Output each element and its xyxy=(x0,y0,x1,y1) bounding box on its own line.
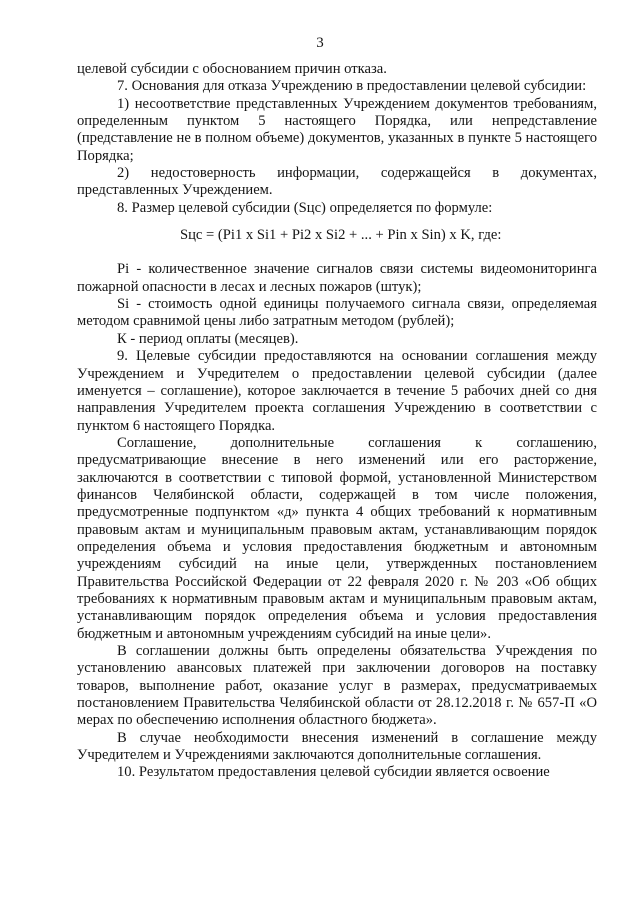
clause-9: 9. Целевые субсидии предоставляются на основании соглашения между Учреждением и Учредителем о предоставлении целевой субсидии (далее именуется – соглашение), которое заключается в течение 5 рабочих дней со дня направления Учредителем проекта соглашения Учреждению в соответствии с пунктом 6 настоящего Порядка. xyxy=(77,348,597,434)
clause-9-agreement-form: Соглашение, дополнительные соглашения к соглашению, предусматривающие внесение в него изменений или его расторжение, заключаются в соответствии с типовой формой, установленной Министерством финансов Челябинской области, содержащей в том числе положения, предусмотренные подпунктом «д» пункта 4 общих требований к нормативным правовым актам и муниципальным правовым актам, устанавливающим порядок определения объема и условия предоставления бюджетным и автономным учреждениям субсидий на иные цели, утвержденных постановлением Правительства Российской Федерации от 22 февраля 2020 г. № 203 «Об общих требованиях к нормативным правовым актам и муниципальным правовым актам, устанавливающим порядок определения объема и условия предоставления бюджетным и автономным учреждениям субсидий на иные цели». xyxy=(77,434,597,642)
clause-9-amendments: В случае необходимости внесения изменений в соглашение между Учредителем и Учреждениями заключаются дополнительные соглашения. xyxy=(77,729,597,764)
clause-7-item-1: 1) несоответствие представленных Учреждением документов требованиям, определенным пунктом 5 настоящего Порядка, или непредставление (представление не в полном объеме) документов, указанных в пункте 5 настоящего Порядка; xyxy=(77,95,597,164)
page-number: 3 xyxy=(316,35,324,51)
definition-si: Si - стоимость одной единицы получаемого сигнала связи, определяемая методом сравнимой цены либо затратным методом (рублей); xyxy=(77,296,597,330)
clause-7: 7. Основания для отказа Учреждению в предоставлении целевой субсидии: xyxy=(117,78,587,95)
clause-8: 8. Размер целевой субсидии (Sцс) определяется по формуле: xyxy=(117,199,493,216)
subsidy-formula: Sцс = (Pi1 x Si1 + Pi2 x Si2 + ... + Pin x Sin) x K, где: xyxy=(180,227,502,244)
definition-pi: Pi - количественное значение сигналов связи системы видеомониторинга пожарной опасности в лесах и лесных пожаров (штук); xyxy=(77,261,597,295)
clause-7-item-2: 2) недостоверность информации, содержащейся в документах, представленных Учреждением. xyxy=(77,165,597,199)
definition-k: К - период оплаты (месяцев). xyxy=(117,330,299,347)
continuation-paragraph: целевой субсидии с обоснованием причин отказа. xyxy=(77,61,387,77)
clause-10: 10. Результатом предоставления целевой субсидии является освоение xyxy=(117,764,550,781)
document-body xyxy=(77,61,597,782)
clause-9-advance-payments: В соглашении должны быть определены обязательства Учреждения по установлению авансовых платежей при заключении договоров на поставку товаров, выполнение работ, оказание услуг в размерах, предусматриваемых постановлением Правительства Челябинской области от 28.12.2018 г. № 657-П «О мерах по обеспечению исполнения областного бюджета». xyxy=(77,643,597,729)
